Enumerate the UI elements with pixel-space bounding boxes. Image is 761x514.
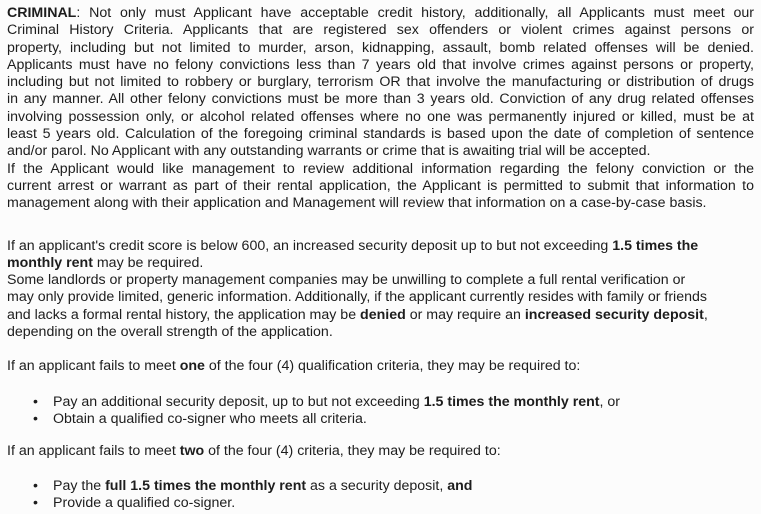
- bullet-text: [53, 394, 754, 411]
- text-segment: : Not only must Applicant have acceptable credit history, additionally, all Applicants must meet our: [76, 5, 754, 21]
- text-line: depending on the overall strength of the application.: [7, 324, 333, 341]
- credit-score-paragraph: [7, 238, 754, 273]
- bullet-item: [7, 411, 754, 428]
- text-line: [7, 443, 754, 460]
- text-line: [7, 238, 754, 255]
- text-segment: or may require an: [405, 306, 525, 323]
- bold-text: full 1.5 times the monthly rent: [105, 477, 307, 494]
- two-criteria-paragraph: [7, 443, 754, 460]
- bold-text: denied: [360, 306, 406, 323]
- text-line: Some landlords or property management companies may be unwilling to complete a full rental verification or: [7, 272, 686, 289]
- criminal-paragraph: [7, 5, 754, 161]
- text-line: current arrest or warrant as part of their rental application, the Applicant is permitted to submit that information to: [7, 177, 754, 194]
- text-segment: Pay the: [53, 477, 106, 494]
- text-line: management along with their application and Management will review that information on a case-by-case basis.: [7, 195, 707, 212]
- bullet-item: [7, 478, 754, 495]
- bold-text: 1.5 times the monthly rent: [423, 393, 600, 410]
- text-line: including but not limited to robbery or burglary, terrorism OR that involve the manufacturing or distribution of drugs: [7, 74, 754, 91]
- text-segment: may be required.: [92, 254, 204, 271]
- text-segment: If an applicant fails to meet: [7, 358, 180, 375]
- text-line: least 5 years old. Calculation of the foregoing criminal standards is based upon the date of completion of sentence: [7, 126, 754, 143]
- text-line: [7, 358, 754, 375]
- text-line: and/or parol. No Applicant with any outstanding warrants or crime that is awaiting trial will be accepted.: [7, 143, 651, 160]
- text-line: [7, 307, 754, 324]
- text-segment: If an applicant fails to meet: [7, 443, 180, 460]
- bullet-text: [53, 478, 754, 495]
- text-line: [7, 255, 754, 272]
- text-line: property, including but not limited to murder, arson, kidnapping, assault, bomb related offenses will be denied.: [7, 39, 754, 56]
- text-line: [7, 5, 754, 22]
- rental-history-paragraph: [7, 272, 754, 341]
- bold-text: monthly rent: [7, 254, 93, 271]
- text-line: may only provide limited, generic information. Additionally, if the applicant currently resides with family or friends: [7, 289, 707, 306]
- bold-text: two: [179, 443, 205, 460]
- bold-text: one: [179, 358, 205, 375]
- bold-text: and: [447, 477, 473, 494]
- text-segment: , or: [599, 393, 621, 410]
- text-segment: of the four (4) criteria, they may be required to:: [204, 443, 501, 460]
- bullet-item: [7, 495, 754, 512]
- bullet-item: [7, 394, 754, 411]
- bullet-text: Obtain a qualified co-signer who meets all criteria.: [53, 410, 367, 427]
- text-line: Applicants must have no felony convictions less than 7 years old that involve crimes against persons or property,: [7, 56, 754, 73]
- text-segment: and lacks a formal rental history, the application may be: [7, 306, 361, 323]
- bullet-icon: •: [33, 477, 38, 494]
- text-line: Criminal History Criteria. Applicants that are registered sex offenders or violent crimes against persons or: [7, 22, 754, 39]
- bullet-list-two: [7, 478, 754, 513]
- bullet-icon: •: [33, 494, 38, 511]
- text-segment: Pay an additional security deposit, up to but not exceeding: [53, 393, 424, 410]
- review-info-paragraph: [7, 161, 754, 213]
- bold-text: increased security deposit: [524, 306, 704, 323]
- one-criteria-paragraph: [7, 358, 754, 375]
- text-line: in any manner. All other felony convictions must be more than 3 years old. Conviction of any drug related offenses: [7, 91, 754, 108]
- bold-text: 1.5 times the: [612, 237, 699, 254]
- text-line: If the Applicant would like management to review additional information regarding the felony conviction or the: [7, 160, 754, 177]
- bullet-text: Provide a qualified co-signer.: [53, 494, 236, 511]
- text-segment: If an applicant's credit score is below 600, an increased security deposit up to but not exceeding: [7, 237, 613, 254]
- text-segment: ,: [703, 306, 708, 323]
- text-line: involving possession only, or alcohol related offenses where no one was permanently injured or killed, must be at: [7, 108, 754, 125]
- bullet-icon: •: [33, 393, 38, 410]
- text-segment: of the four (4) qualification criteria, they may be required to:: [204, 358, 581, 375]
- bullet-icon: •: [33, 410, 38, 427]
- criminal-heading: CRIMINAL: [7, 5, 77, 21]
- bullet-list-one: [7, 394, 754, 429]
- text-segment: as a security deposit,: [306, 477, 448, 494]
